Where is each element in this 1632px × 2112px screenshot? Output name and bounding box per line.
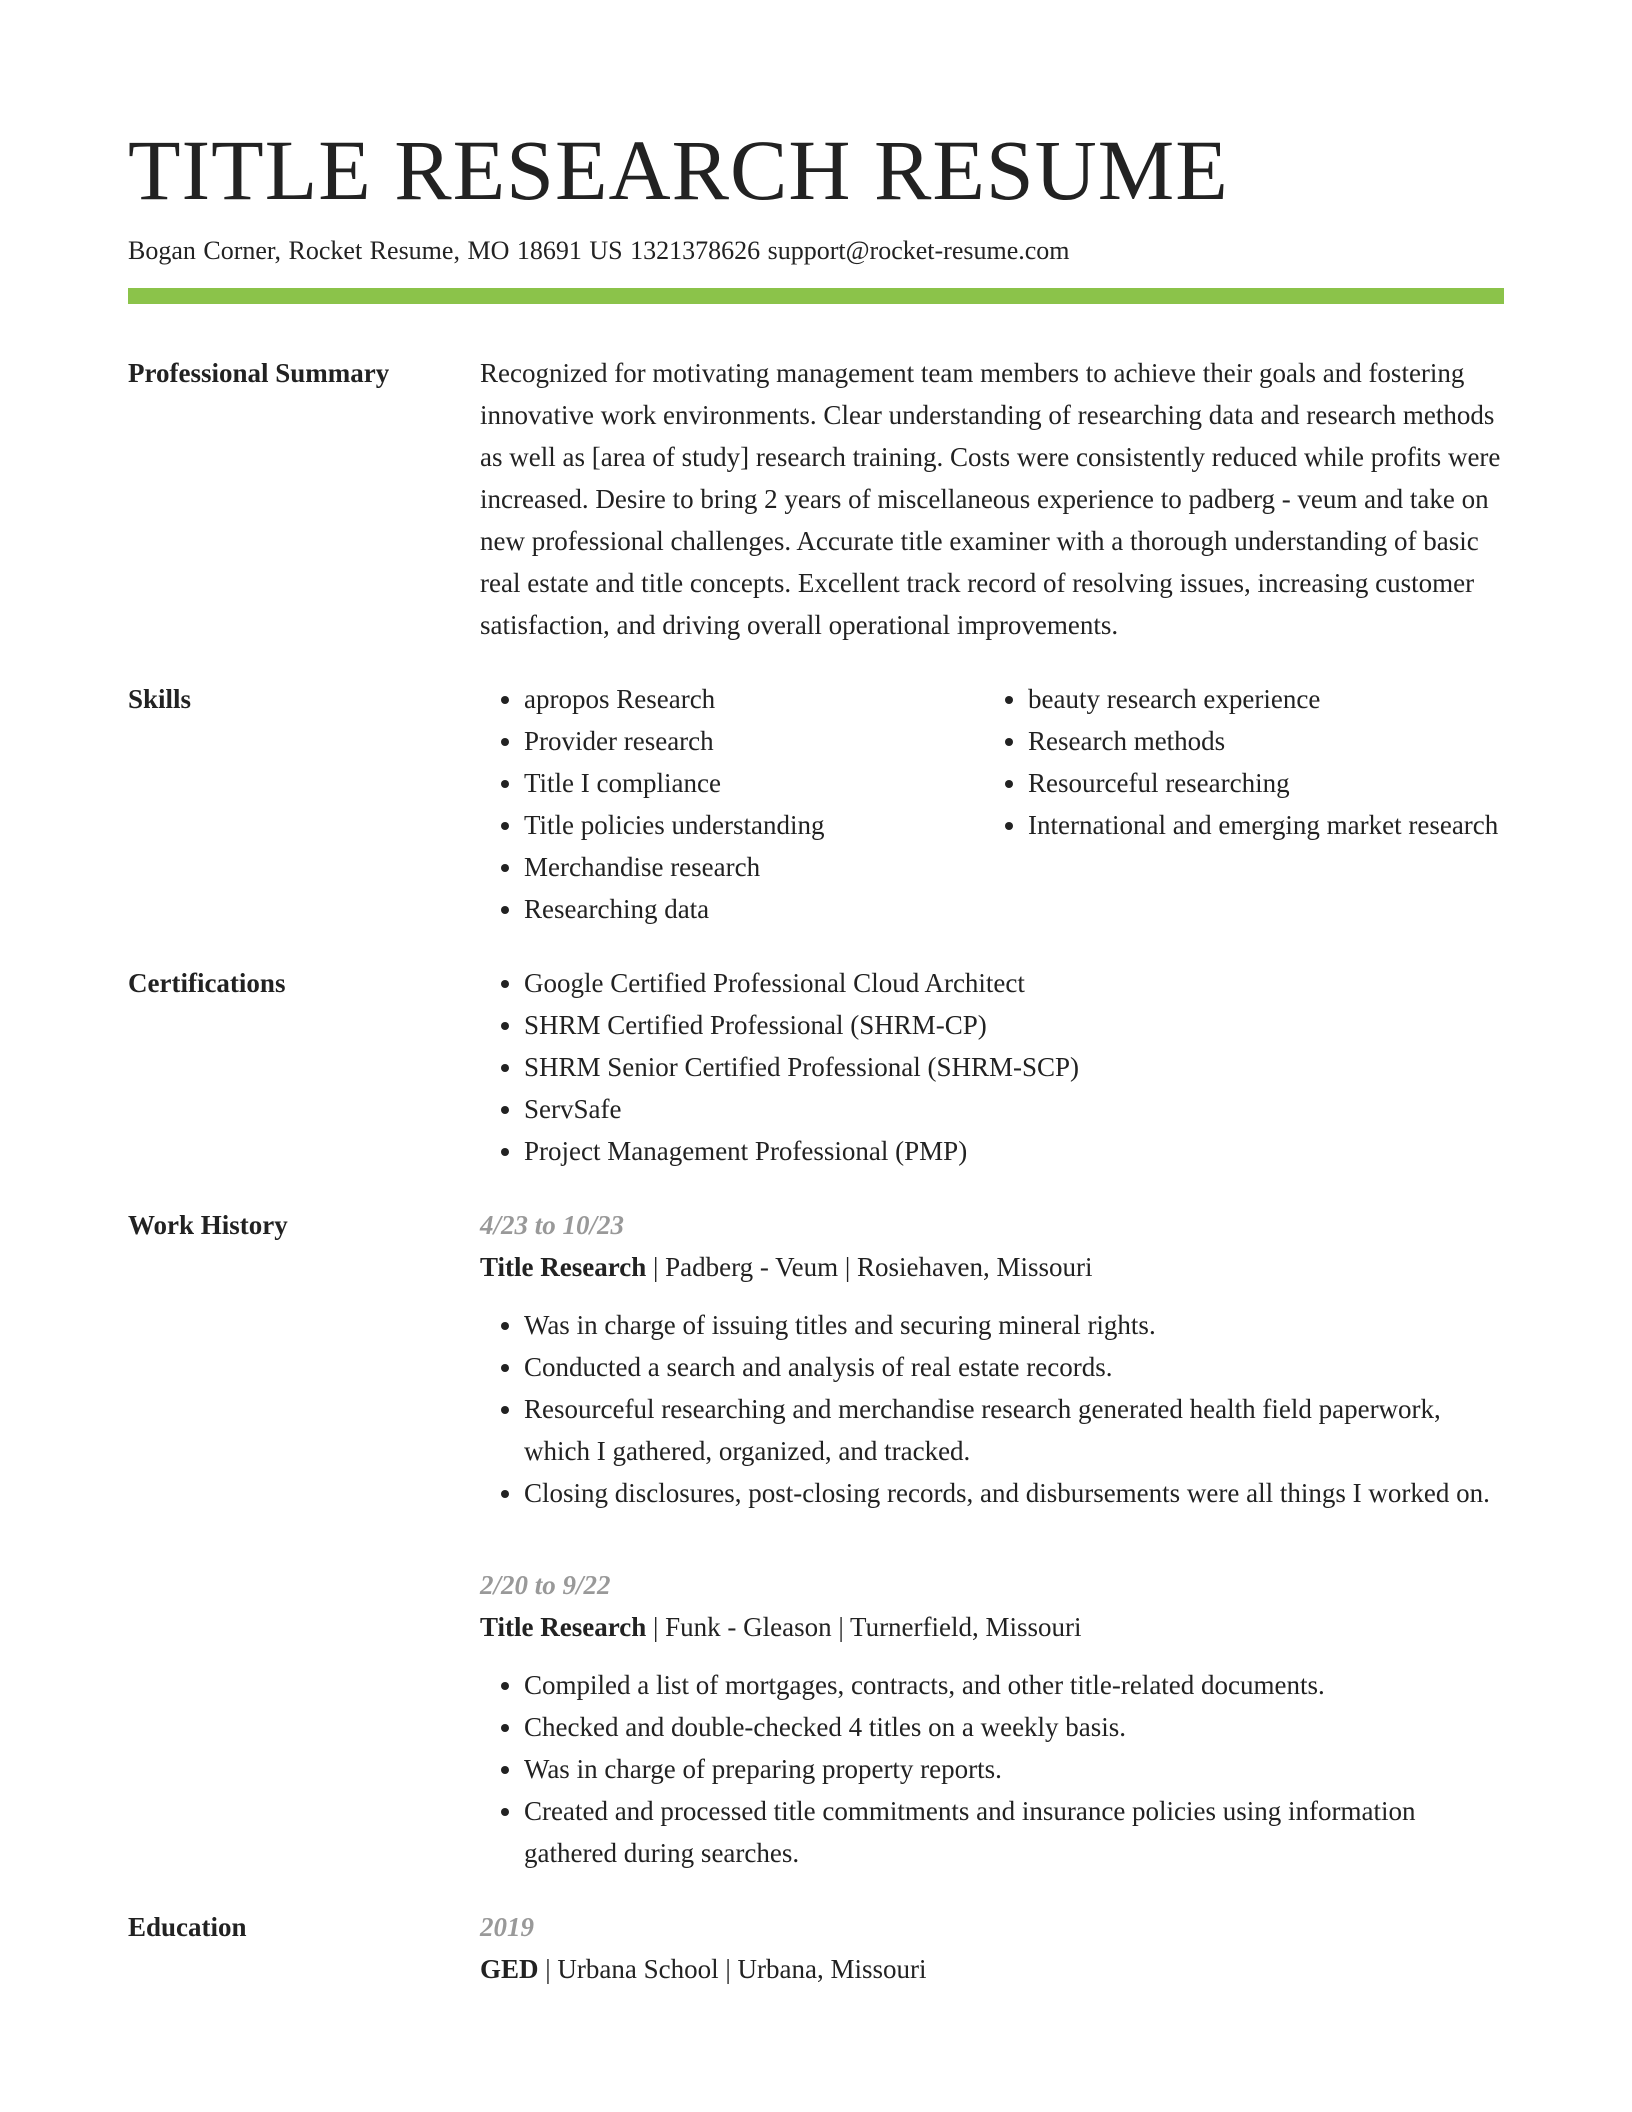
skills-list-right xyxy=(984,678,1504,846)
job-bullets xyxy=(480,1304,1504,1514)
contact-address: Bogan Corner, Rocket Resume, MO 18691 US xyxy=(128,236,623,265)
skill-item: • Researching data xyxy=(524,888,984,930)
section-spacer xyxy=(128,1874,1504,1906)
skills-column-right xyxy=(984,678,1504,930)
section-skills xyxy=(128,678,1504,930)
job-title: Title Research xyxy=(480,1612,647,1642)
job-bullet: • Compiled a list of mortgages, contracts, and other title-related documents. xyxy=(524,1664,1504,1706)
skill-item: • Title I compliance xyxy=(524,762,984,804)
education-degree: GED xyxy=(480,1954,539,1984)
contact-line xyxy=(128,234,1504,268)
skill-item: • Research methods xyxy=(1028,720,1504,762)
job-bullet: • Closing disclosures, post-closing records, and disbursements were all things I worked on. xyxy=(524,1472,1504,1514)
section-body xyxy=(480,352,1504,646)
job-heading xyxy=(480,1246,1504,1288)
skill-item: • beauty research experience xyxy=(1028,678,1504,720)
skill-item: • apropos Research xyxy=(524,678,984,720)
section-education xyxy=(128,1906,1504,1990)
skill-item: • Resourceful researching xyxy=(1028,762,1504,804)
job-title: Title Research xyxy=(480,1252,647,1282)
skill-item: • Title policies understanding xyxy=(524,804,984,846)
education-year: 2019 xyxy=(480,1912,534,1942)
skills-column-left xyxy=(480,678,984,930)
job-details: | Funk - Gleason | Turnerfield, Missouri xyxy=(646,1612,1082,1642)
job-entry xyxy=(480,1564,1504,1874)
certifications-list xyxy=(480,962,1504,1172)
job-details: | Padberg - Veum | Rosiehaven, Missouri xyxy=(646,1252,1093,1282)
section-spacer xyxy=(128,930,1504,962)
job-bullet: • Created and processed title commitments and insurance policies using information gathered during searches. xyxy=(524,1790,1504,1874)
job-bullet: • Checked and double-checked 4 titles on a weekly basis. xyxy=(524,1706,1504,1748)
skill-item: • Merchandise research xyxy=(524,846,984,888)
job-dates: 4/23 to 10/23 xyxy=(480,1210,625,1240)
job-bullet: • Conducted a search and analysis of real estate records. xyxy=(524,1346,1504,1388)
resume-title: TITLE RESEARCH RESUME xyxy=(128,122,1229,218)
contact-email: support@rocket-resume.com xyxy=(767,236,1070,265)
skills-list-left xyxy=(480,678,984,930)
summary-text: Recognized for motivating management team members to achieve their goals and fostering innovative work environments. Clear understanding of researching data and research methods as well as [area of study] research training. Costs were consistently reduced while profits were increased. Desire to bring 2 years of miscellaneous experience to padberg - veum and take on new professional challenges. Accurate title examiner with a thorough understanding of basic real estate and title concepts. Excellent track record of resolving issues, increasing customer satisfaction, and driving overall operational improvements. xyxy=(480,358,1501,640)
job-spacer xyxy=(480,1514,1504,1564)
section-body xyxy=(480,1204,1504,1874)
section-label: Professional Summary xyxy=(128,358,390,388)
section-professional-summary xyxy=(128,352,1504,646)
job-dates: 2/20 to 9/22 xyxy=(480,1570,611,1600)
section-label: Certifications xyxy=(128,968,286,998)
certification-item: • ServSafe xyxy=(524,1088,1504,1130)
certification-item: • SHRM Certified Professional (SHRM-CP) xyxy=(524,1004,1504,1046)
section-spacer xyxy=(128,646,1504,678)
job-bullet: • Was in charge of issuing titles and securing mineral rights. xyxy=(524,1304,1504,1346)
job-bullets xyxy=(480,1664,1504,1874)
job-entry xyxy=(480,1204,1504,1514)
skill-item: • International and emerging market research xyxy=(1028,804,1504,846)
resume-page xyxy=(128,118,1504,1990)
section-work-history xyxy=(128,1204,1504,1874)
skill-item: • Provider research xyxy=(524,720,984,762)
certification-item: • SHRM Senior Certified Professional (SHRM-SCP) xyxy=(524,1046,1504,1088)
education-heading xyxy=(480,1948,1504,1990)
section-label: Work History xyxy=(128,1210,288,1240)
job-heading xyxy=(480,1606,1504,1648)
job-bullet: • Was in charge of preparing property reports. xyxy=(524,1748,1504,1790)
job-bullet: • Resourceful researching and merchandise research generated health field paperwork, which I gathered, organized, and tracked. xyxy=(524,1388,1504,1472)
section-body xyxy=(480,962,1504,1172)
skills-columns xyxy=(480,678,1504,930)
section-label: Education xyxy=(128,1912,247,1942)
accent-divider xyxy=(128,288,1504,304)
section-certifications xyxy=(128,962,1504,1172)
contact-phone: 1321378626 xyxy=(630,236,761,265)
section-spacer xyxy=(128,1172,1504,1204)
education-details: | Urbana School | Urbana, Missouri xyxy=(538,1954,927,1984)
section-body xyxy=(480,1906,1504,1990)
certification-item: • Project Management Professional (PMP) xyxy=(524,1130,1504,1172)
section-label: Skills xyxy=(128,684,192,714)
certification-item: • Google Certified Professional Cloud Architect xyxy=(524,962,1504,1004)
